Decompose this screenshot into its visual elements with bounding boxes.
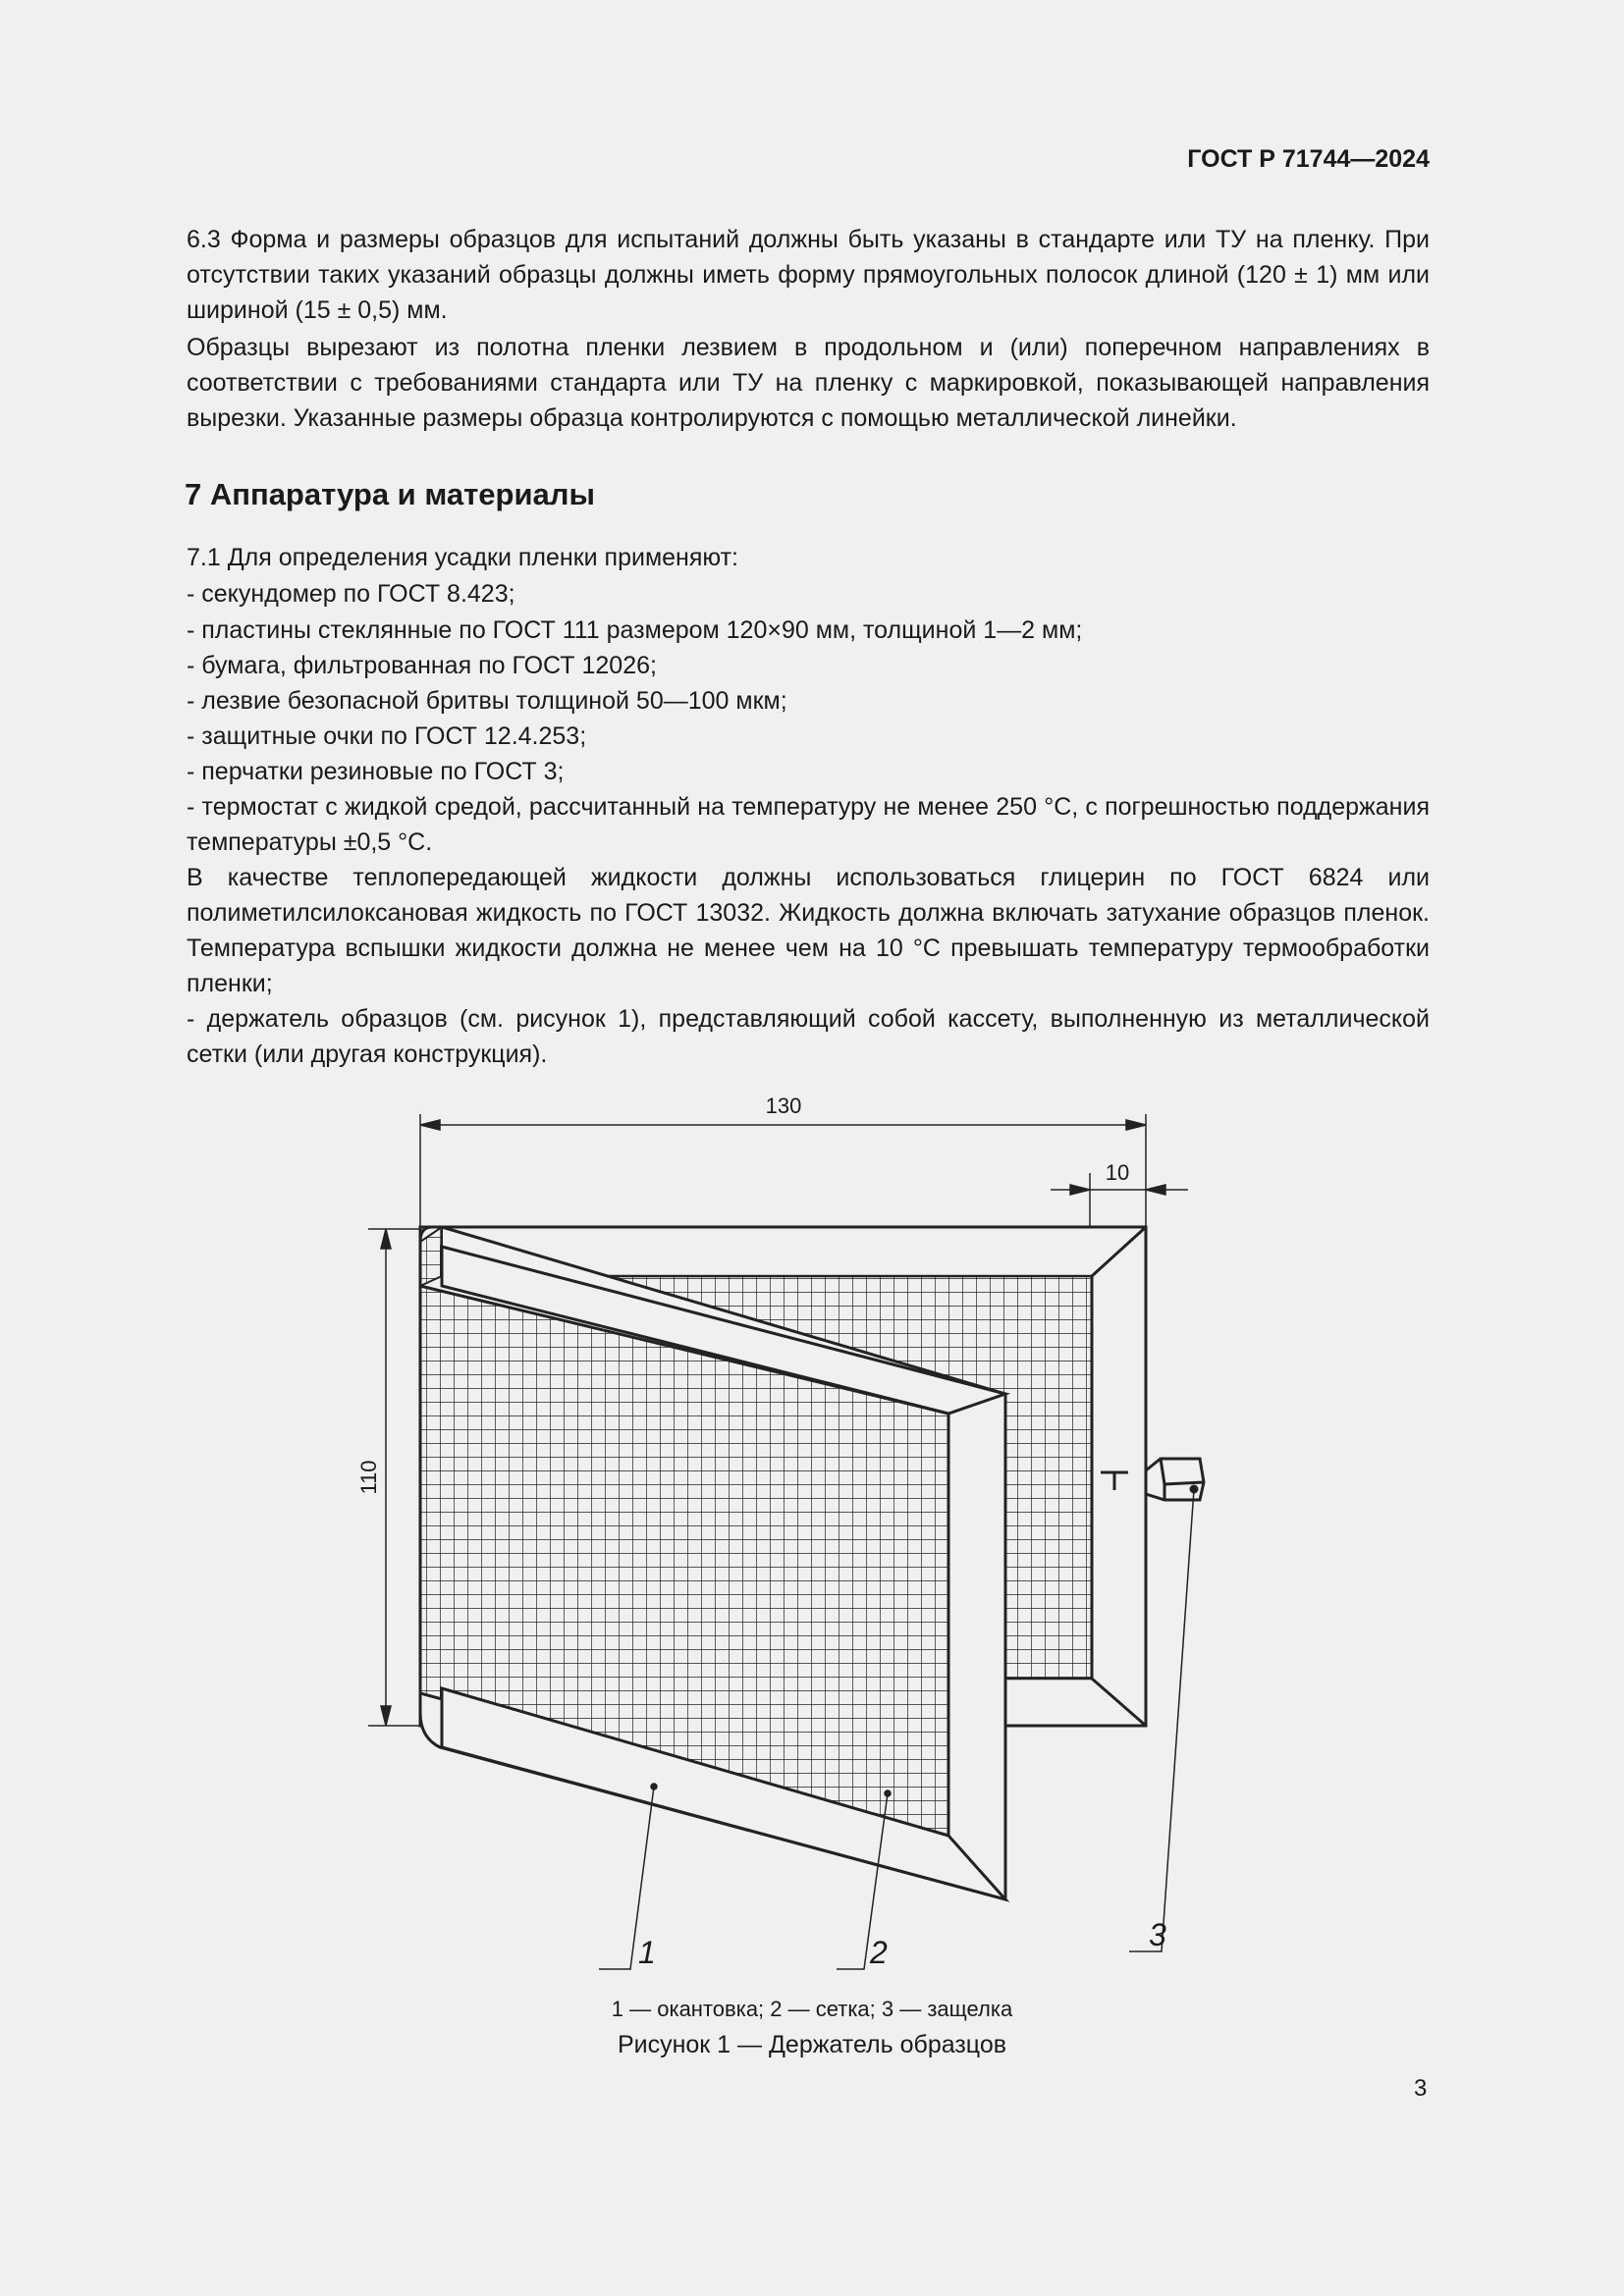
section-7-1-intro: 7.1 Для определения усадки пленки применяют: — [187, 544, 738, 571]
document-code: ГОСТ Р 71744—2024 — [1187, 145, 1430, 173]
figure-legend: 1 — окантовка; 2 — сетка; 3 — защелка — [611, 1997, 1013, 2021]
list-item: - секундомер по ГОСТ 8.423; — [187, 580, 515, 608]
dimension-height: 110 — [356, 1460, 381, 1495]
paragraph-thermostat-text: - термостат с жидкой средой, рассчитанный на температуру не менее 250 °С, с погрешностью поддержания температуры ±0,5 °С. — [187, 793, 1430, 856]
dimension-frame: 10 — [1105, 1160, 1130, 1185]
list-item: - защитные очки по ГОСТ 12.4.253; — [187, 722, 587, 750]
latch — [1146, 1459, 1204, 1500]
paragraph-6-3-text: 6.3 Форма и размеры образцов для испытаний должны быть указаны в стандарте или ТУ на пленку. При отсутствии таких указаний образцы должны иметь форму прямоугольных полосок длиной (120 ± 1) мм или шириной (15 ± 0,5) мм. — [187, 226, 1430, 324]
figure-label-3: 3 — [1149, 1917, 1166, 1952]
list-item: - пластины стеклянные по ГОСТ 111 размером 120×90 мм, толщиной 1—2 мм; — [187, 616, 1083, 644]
figure-label-2: 2 — [870, 1935, 888, 1970]
list-item: - лезвие безопасной бритвы толщиной 50—100 мкм; — [187, 687, 787, 715]
list-item: - бумага, фильтрованная по ГОСТ 12026; — [187, 652, 657, 679]
page-number: 3 — [1414, 2075, 1428, 2102]
paragraph-samples-cut-text: Образцы вырезают из полотна пленки лезвием в продольном и (или) поперечном направлениях в соответствии с требованиями стандарта или ТУ на пленку с маркировкой, показывающей направления вырезки. Указанные размеры образца контролируются с помощью металлической линейки. — [187, 334, 1430, 432]
dimension-width: 130 — [765, 1094, 802, 1118]
list-item: - перчатки резиновые по ГОСТ 3; — [187, 758, 565, 785]
figure-label-1: 1 — [638, 1935, 656, 1970]
section-7-title: 7 Аппаратура и материалы — [185, 477, 595, 511]
paragraph-liquid-text: В качестве теплопередающей жидкости должны использоваться глицерин по ГОСТ 6824 или полиметилсилоксановая жидкость по ГОСТ 13032. Жидкость должна включать затухание образцов пленок. Температура вспышки жидкости должна не менее чем на 10 °С превышать температуру термообработки пленки; — [187, 864, 1430, 997]
figure-title: Рисунок 1 — Держатель образцов — [617, 2031, 1007, 2058]
paragraph-holder-text: - держатель образцов (см. рисунок 1), представляющий собой кассету, выполненную из металлической сетки (или другая конструкция). — [187, 1005, 1430, 1068]
